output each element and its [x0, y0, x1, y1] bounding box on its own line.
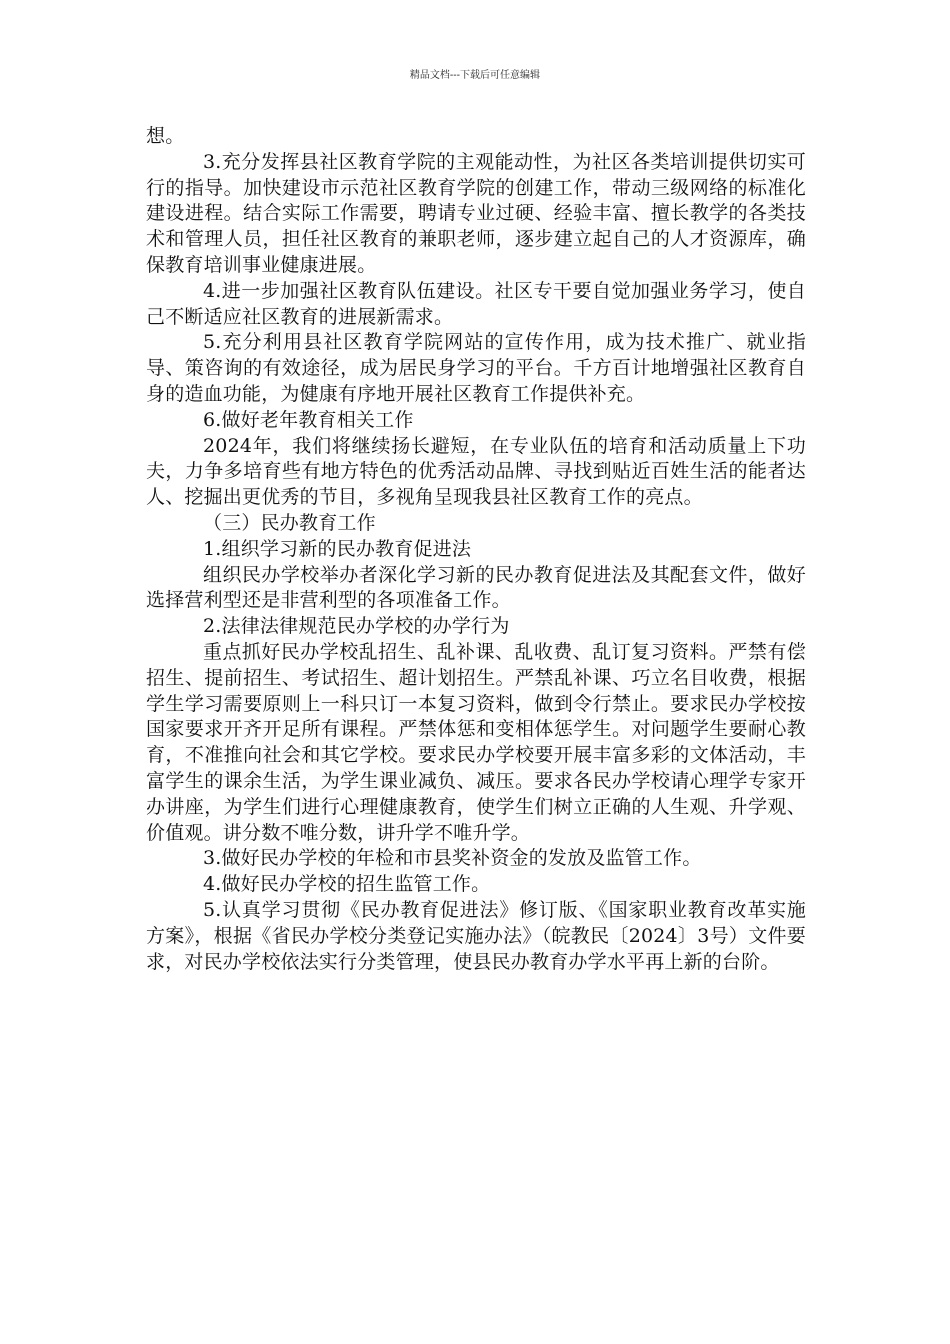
paragraph: 5.认真学习贯彻《民办教育促进法》修订版、《国家职业教育改革实施方案》，根据《省民办学校分类登记实施办法》（皖教民〔2024〕3号）文件要求，对民办学校依法实行分类管理，使县民办教育办学水平再上新的台阶。	[146, 898, 806, 973]
paragraph: 组织民办学校举办者深化学习新的民办教育促进法及其配套文件，做好选择营利型还是非营利型的各项准备工作。	[146, 563, 806, 612]
document-body	[146, 124, 806, 975]
paragraph: 重点抓好民办学校乱招生、乱补课、乱收费、乱订复习资料。严禁有偿招生、提前招生、考试招生、超计划招生。严禁乱补课、巧立名目收费，根据学生学习需要原则上一科只订一本复习资料，做到令行禁止。要求民办学校按国家要求开齐开足所有课程。严禁体惩和变相体惩学生。对问题学生要耐心教育，不准推向社会和其它学校。要求民办学校要开展丰富多彩的文体活动，丰富学生的课余生活，为学生课业减负、减压。要求各民办学校请心理学专家开办讲座，为学生们进行心理健康教育，使学生们树立正确的人生观、升学观、价值观。讲分数不唯分数，讲升学不唯升学。	[146, 640, 806, 844]
paragraph: 3.做好民办学校的年检和市县奖补资金的发放及监管工作。	[203, 847, 702, 870]
paragraph: 1.组织学习新的民办教育促进法	[203, 537, 472, 560]
paragraph: 4.做好民办学校的招生监管工作。	[203, 873, 491, 896]
paragraph: 2024年，我们将继续扬长避短，在专业队伍的培育和活动质量上下功夫，力争多培育些有地方特色的优秀活动品牌、寻找到贴近百姓生活的能者达人、挖掘出更优秀的节目，多视角呈现我县社区教育工作的亮点。	[146, 434, 806, 509]
paragraph-continuation: 想。	[146, 125, 185, 147]
paragraph: 4.进一步加强社区教育队伍建设。社区专干要自觉加强业务学习，使自己不断适应社区教育的进展新需求。	[146, 279, 806, 328]
page-header: 精品文档---下载后可任意编辑	[409, 70, 541, 81]
section-heading: （三）民办教育工作	[203, 511, 376, 534]
paragraph: 2.法律法律规范民办学校的办学行为	[203, 615, 510, 638]
paragraph: 3.充分发挥县社区教育学院的主观能动性，为社区各类培训提供切实可行的指导。加快建设市示范社区教育学院的创建工作，带动三级网络的标准化建设进程。结合实际工作需要，聘请专业过硬、经验丰富、擅长教学的各类技术和管理人员，担任社区教育的兼职老师，逐步建立起自己的人才资源库，确保教育培训事业健康进展。	[146, 150, 806, 276]
paragraph: 5.充分利用县社区教育学院网站的宣传作用，成为技术推广、就业指导、策咨询的有效途径，成为居民身学习的平台。千方百计地增强社区教育自身的造血功能，为健康有序地开展社区教育工作提供补充。	[146, 331, 806, 405]
paragraph: 6.做好老年教育相关工作	[203, 408, 414, 431]
